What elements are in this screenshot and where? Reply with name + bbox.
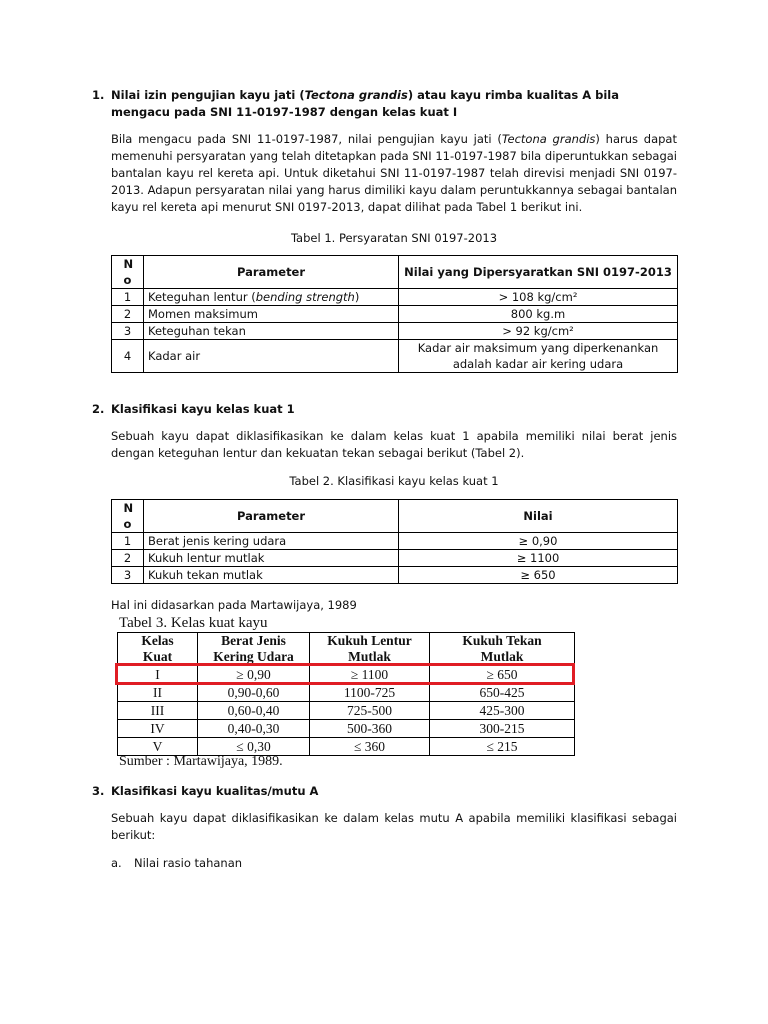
cell-parameter: Keteguhan lentur (bending strength) [144,289,399,306]
cell: V [118,738,198,756]
cell: 0,90-0,60 [198,684,310,702]
section-title: Klasifikasi kayu kelas kuat 1 [111,402,295,416]
cell-value: ≥ 0,90 [399,533,678,550]
table-3 [117,632,575,756]
table-3-title: Tabel 3. Kelas kuat kayu [119,615,268,631]
cell: 300-215 [430,720,575,738]
cell-parameter: Kukuh lentur mutlak [144,550,399,567]
header-kelas: Kelas Kuat [118,633,198,666]
table-row [112,533,678,550]
sub-item-label: a. [111,856,122,870]
section-number: 3. [92,784,105,798]
section-number: 2. [92,402,105,416]
cell-no: 2 [112,550,144,567]
heading-species: Tectona grandis [304,88,408,102]
cell-value: > 92 kg/cm² [399,323,678,340]
table-row [118,702,575,720]
table-1 [111,255,678,373]
header-parameter: Parameter [144,500,399,533]
table-row [112,289,678,306]
table-1-caption: Tabel 1. Persyaratan SNI 0197-2013 [290,231,498,245]
section-title: Klasifikasi kayu kualitas/mutu A [111,784,319,798]
row-highlight-box [115,663,575,685]
section-2-paragraph: Sebuah kayu dapat diklasifikasikan ke dalam kelas kuat 1 apabila memiliki nilai berat jenis dengan keteguhan lentur dan kekuatan tekan sebagai berikut (Tabel 2). [111,429,677,460]
cell-no: 3 [112,323,144,340]
sub-item-text: Nilai rasio tahanan [134,856,243,870]
cell: 500-360 [310,720,430,738]
cell: III [118,702,198,720]
section-1-paragraph [111,131,677,216]
cell-parameter: Kukuh tekan mutlak [144,567,399,584]
cell-value: ≥ 650 [399,567,678,584]
header-value: Nilai [399,500,678,533]
cell-no: 1 [112,289,144,306]
header-value: Nilai yang Dipersyaratkan SNI 0197-2013 [399,256,678,289]
cell: 1100-725 [310,684,430,702]
header-no: N o [112,256,144,289]
cell: 425-300 [430,702,575,720]
table-row [118,720,575,738]
table-row [112,550,678,567]
heading-text: Nilai izin pengujian kayu jati ( [111,88,305,102]
cell: ≤ 0,30 [198,738,310,756]
cell-no: 2 [112,306,144,323]
header-parameter: Parameter [144,256,399,289]
header-berat-jenis: Berat Jenis Kering Udara [198,633,310,666]
table-row [112,340,678,373]
cell-parameter: Berat jenis kering udara [144,533,399,550]
table-3-source: Sumber : Martawijaya, 1989. [119,754,283,769]
table-row [118,684,575,702]
table-2 [111,499,678,584]
cell-parameter: Momen maksimum [144,306,399,323]
cell: 650-425 [430,684,575,702]
paragraph-text: Bila mengacu pada SNI 11-0197-1987, nilai pengujian kayu jati ( [111,132,502,146]
cell-value: Kadar air maksimum yang diperkenankan adalah kadar air kering udara [399,340,678,373]
table-row [112,323,678,340]
cell: 725-500 [310,702,430,720]
cell-no: 1 [112,533,144,550]
source-note: Hal ini didasarkan pada Martawijaya, 1989 [111,598,357,612]
header-kukuh-lentur: Kukuh Lentur Mutlak [310,633,430,666]
table-row [112,306,678,323]
cell: IV [118,720,198,738]
cell: ≥ 1100 [310,666,430,684]
cell-no: 4 [112,340,144,373]
cell-value: ≥ 1100 [399,550,678,567]
cell: ≥ 650 [430,666,575,684]
cell: II [118,684,198,702]
cell: ≤ 360 [310,738,430,756]
cell-no: 3 [112,567,144,584]
table-row [112,567,678,584]
paragraph-species: Tectona grandis [501,132,596,146]
section-3-paragraph: Sebuah kayu dapat diklasifikasikan ke dalam kelas mutu A apabila memiliki klasifikasi sebagai berikut: [111,811,677,842]
cell: ≥ 0,90 [198,666,310,684]
cell: 0,60-0,40 [198,702,310,720]
paragraph-text: ) harus dapat memenuhi persyaratan yang telah ditetapkan pada SNI 11-0197-1987 bila diperuntukkan sebagai bantalan kayu rel kereta api. Untuk diketahui SNI 11-0197-1987 telah direvisi menjadi SNI 0197-2013. Adapun persyaratan nilai yang harus dimiliki kayu dalam peruntukkannya sebagai bantalan kayu rel kereta api menurut SNI 0197-2013, dapat dilihat pada Tabel 1 berikut ini. [111,132,677,214]
cell-parameter: Keteguhan tekan [144,323,399,340]
sub-item-a [111,855,243,872]
cell-value: > 108 kg/cm² [399,289,678,306]
heading-text: ) atau kayu rimba kualitas A bila mengacu pada SNI 11-0197-1987 dengan kelas kuat I [111,88,619,119]
cell: 0,40-0,30 [198,720,310,738]
cell-value: 800 kg.m [399,306,678,323]
header-kukuh-tekan: Kukuh Tekan Mutlak [430,633,575,666]
header-no: N o [112,500,144,533]
cell: I [118,666,198,684]
cell-parameter: Kadar air [144,340,399,373]
section-number: 1. [92,88,105,102]
section-title [111,87,676,121]
cell: ≤ 215 [430,738,575,756]
table-2-caption: Tabel 2. Klasifikasi kayu kelas kuat 1 [289,474,499,488]
